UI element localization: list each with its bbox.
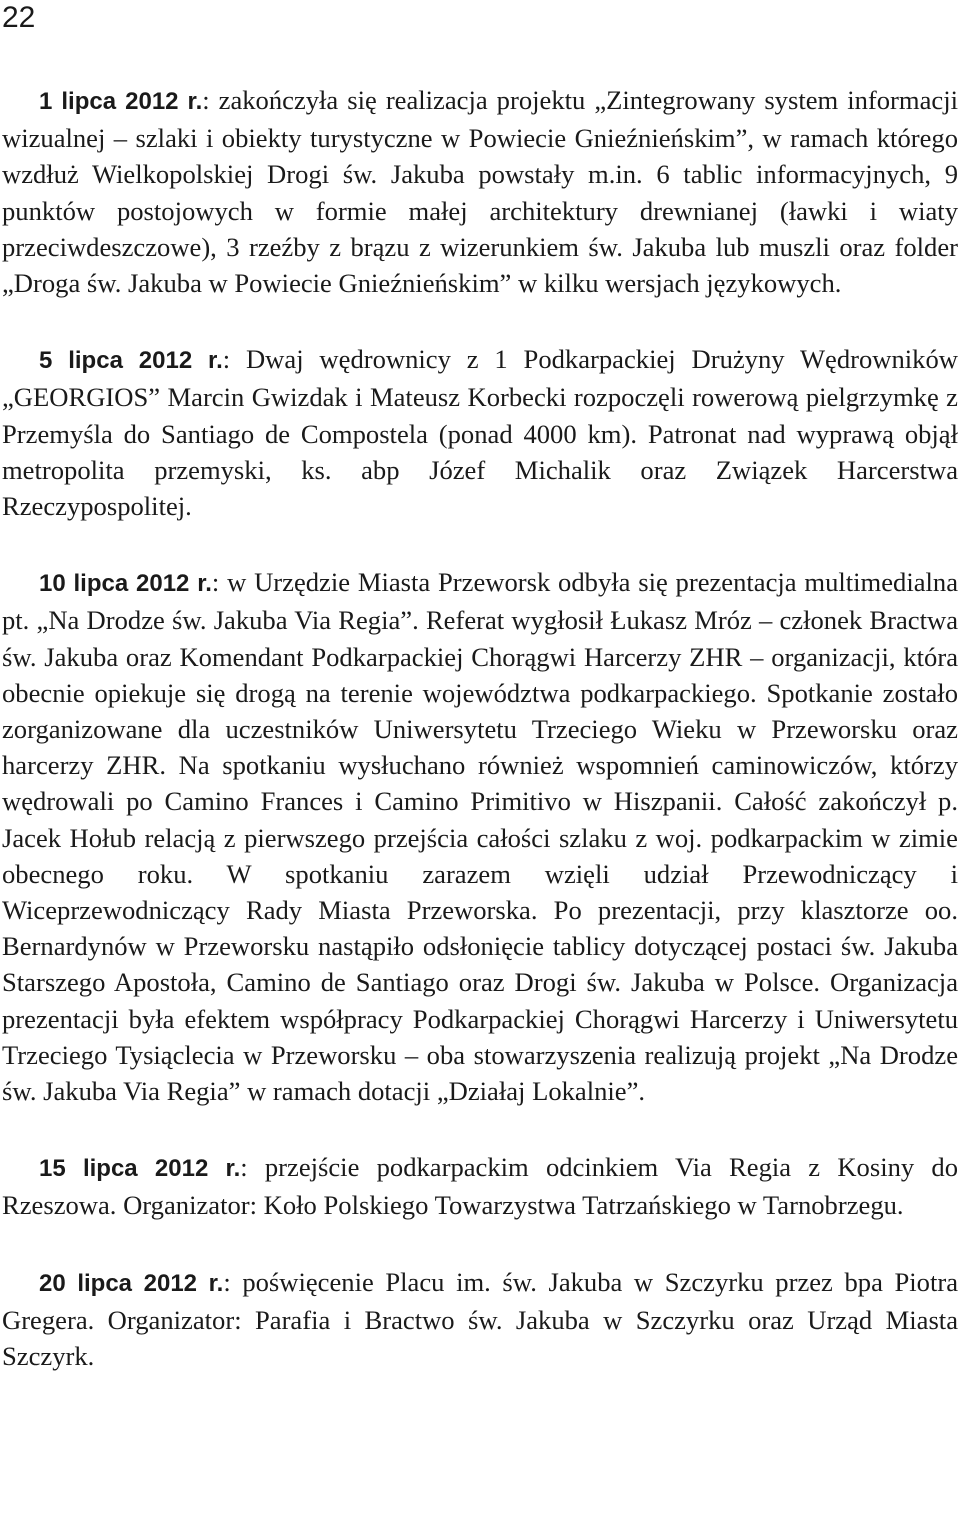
entry-date: 10 lipca 2012 r.	[39, 570, 212, 598]
entry-date: 15 lipca 2012 r.	[39, 1155, 241, 1183]
entry-date: 5 lipca 2012 r.	[39, 347, 223, 375]
entry-text: : w Urzędzie Miasta Przeworsk odbyła się prezentacja multimedialna pt. „Na Drodze św. Jakuba Via Regia”. Referat wygłosił Łukasz Mróz – członek Bractwa św. Jakuba oraz Komendant Podkarpackiej Chorągwi Harcerzy ZHR – organizacji, która obecnie opiekuje się drogą na terenie województwa podkarpackiego. Spotkanie zostało zorganizowane dla uczestników Uniwersytetu Trzeciego Wieku w Przeworsku oraz harcerzy ZHR. Na spotkaniu wysłuchano również wspomnień caminowiczów, którzy wędrowali po Camino Frances i Camino Primitivo w Hiszpanii. Całość zakończył p. Jacek Hołub relacją z pierwszego przejścia całości szlaku z woj. podkarpackim w zimie obecnego roku. W spotkaniu zarazem wzięli udział Przewodniczący i Wiceprzewodniczący Rady Miasta Przeworska. Po prezentacji, przy klasztorze oo. Bernardynów w Przeworsku nastąpiło odsłonięcie tablicy dotyczącej postaci św. Jakuba Starszego Apostoła, Camino de Santiago oraz Drogi św. Jakuba w Polsce. Organizacja prezentacji była efektem współpracy Podkarpackiej Chorągwi Harcerzy i Uniwersytetu Trzeciego Tysiąclecia w Przeworsku – oba stowarzyszenia realizują projekt „Na Drodze św. Jakuba Via Regia” w ramach dotacji „Działaj Lokalnie”.	[2, 567, 959, 1107]
chronicle-entries	[2, 82, 958, 1414]
entry-text: : przejście podkarpackim odcinkiem Via Regia z Kosiny do Rzeszowa. Organizator: Koło Polskiego Towarzystwa Tatrzańskiego w Tarnobrzegu.	[2, 1152, 959, 1221]
entry-15-lipca	[2, 1149, 958, 1223]
entry-text: : poświęcenie Placu im. św. Jakuba w Szczyrku przez bpa Piotra Gregera. Organizator: Parafia i Bractwo św. Jakuba w Szczyrku oraz Urząd Miasta Szczyrk.	[2, 1266, 958, 1372]
entry-20-lipca	[2, 1264, 958, 1375]
entry-10-lipca	[2, 564, 958, 1109]
entry-5-lipca	[2, 341, 958, 524]
entry-text: : zakończyła się realizacja projektu „Zintegrowany system informacji wizualnej – szlaki i obiekty turystyczne w Powiecie Gnieźnieńskim”, w ramach którego wzdłuż Wielkopolskiej Drogi św. Jakuba powstały m.in. 6 tablic informacyjnych, 9 punktów postojowych w formie małej architektury drewnianej (ławki i wiaty przeciwdeszczowe), 3 rzeźby z brązu z wizerunkiem św. Jakuba lub muszli oraz folder „Droga św. Jakuba w Powiecie Gnieźnieńskim” w kilku wersjach językowych.	[2, 85, 958, 299]
entry-text: : Dwaj wędrownicy z 1 Podkarpackiej Drużyny Wędrowników „GEORGIOS” Marcin Gwizdak i Mateusz Korbecki rozpoczęli rowerową pielgrzymkę z Przemyśla do Santiago de Compostela (ponad 4000 km). Patronat nad wyprawą objął metropolita przemyski, ks. abp Józef Michalik oraz Związek Harcerstwa Rzeczypospolitej.	[2, 344, 958, 522]
entry-1-lipca	[2, 82, 958, 301]
entry-date: 20 lipca 2012 r.	[39, 1269, 224, 1297]
page-number: 22	[2, 1, 36, 34]
entry-date: 1 lipca 2012 r.	[39, 88, 203, 115]
